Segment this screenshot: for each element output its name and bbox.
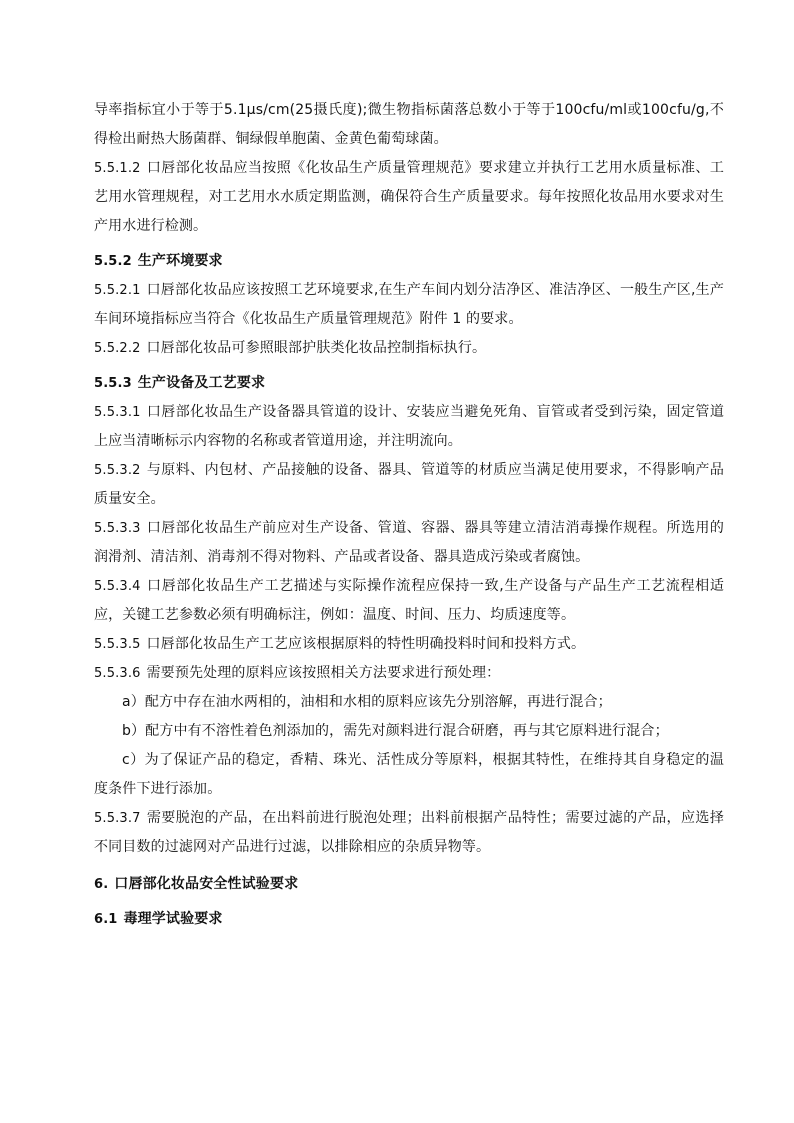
clause-5-5-2-2: [94, 334, 724, 363]
clause-number: 5.5.3.6: [94, 666, 141, 681]
section-number: 5.5.2: [94, 254, 132, 269]
clause-5-5-3-4: [94, 572, 724, 630]
clause-number: 5.5.2.2: [94, 341, 141, 356]
section-title: 毒理学试验要求: [123, 911, 223, 927]
clause-5-5-3-2: [94, 456, 724, 514]
clause-number: 5.5.3.1: [94, 405, 141, 420]
list-item-b: b）配方中有不溶性着色剂添加的，需先对颜料进行混合研磨，再与其它原料进行混合；: [122, 723, 669, 739]
clause-5-5-3-6: [94, 659, 724, 688]
section-number: 6.: [94, 877, 109, 892]
clause-5-5-1-2: [94, 154, 724, 241]
clause-text: 口唇部化妆品应该按照工艺环境要求,在生产车间内划分洁净区、准洁净区、一般生产区,生产车间环境指标应当符合《化妆品生产质量管理规范》附件 1 的要求。: [94, 282, 724, 327]
clause-number: 5.5.3.7: [94, 811, 141, 826]
section-title: 口唇部化妆品安全性试验要求: [114, 876, 299, 892]
clause-text: 口唇部化妆品可参照眼部护肤类化妆品控制指标执行。: [146, 340, 487, 356]
clause-number: 5.5.1.2: [94, 161, 141, 176]
clause-text: 口唇部化妆品生产设备器具管道的设计、安装应当避免死角、盲管或者受到污染，固定管道上应当清晰标示内容物的名称或者管道用途，并注明流向。: [94, 404, 724, 449]
clause-5-5-3-5: [94, 630, 724, 659]
list-item-c: c）为了保证产品的稳定，香精、珠光、活性成分等原料，根据其特性，在维持其自身稳定的温度条件下进行添加。: [94, 752, 724, 797]
section-number: 6.1: [94, 912, 118, 927]
clause-text: 口唇部化妆品生产工艺描述与实际操作流程应保持一致,生产设备与产品生产工艺流程相适应，关键工艺参数必须有明确标注，例如：温度、时间、压力、均质速度等。: [94, 578, 724, 623]
clause-5-5-3-1: [94, 398, 724, 456]
section-heading-6: [94, 870, 724, 899]
clause-number: 5.5.2.1: [94, 283, 141, 298]
clause-5-5-3-3: [94, 514, 724, 572]
clause-text: 需要预先处理的原料应该按照相关方法要求进行预处理：: [146, 665, 501, 681]
document-page: [94, 96, 724, 934]
clause-number: 5.5.3.2: [94, 463, 141, 478]
paragraph-intro: 导率指标宜小于等于5.1μs/cm(25摄氏度);微生物指标菌落总数小于等于100cfu/ml或100cfu/g,不得检出耐热大肠菌群、铜绿假单胞菌、金黄色葡萄球菌。: [94, 102, 724, 147]
section-number: 5.5.3: [94, 376, 132, 391]
clause-number: 5.5.3.4: [94, 579, 141, 594]
clause-text: 口唇部化妆品生产工艺应该根据原料的特性明确投料时间和投料方式。: [146, 636, 586, 652]
clause-5-5-2-1: [94, 276, 724, 334]
section-title: 生产环境要求: [137, 253, 223, 269]
section-heading-6-1: [94, 905, 724, 934]
section-heading-5-5-2: [94, 247, 724, 276]
clause-number: 5.5.3.5: [94, 637, 141, 652]
clause-number: 5.5.3.3: [94, 521, 141, 536]
clause-text: 口唇部化妆品生产前应对生产设备、管道、容器、器具等建立清洁消毒操作规程。所选用的润滑剂、清洁剂、消毒剂不得对物料、产品或者设备、器具造成污染或者腐蚀。: [94, 520, 724, 565]
clause-text: 口唇部化妆品应当按照《化妆品生产质量管理规范》要求建立并执行工艺用水质量标准、工艺用水管理规程，对工艺用水水质定期监测，确保符合生产质量要求。每年按照化妆品用水要求对生产用水进行检测。: [94, 160, 724, 234]
clause-text: 需要脱泡的产品，在出料前进行脱泡处理；出料前根据产品特性；需要过滤的产品，应选择不同目数的过滤网对产品进行过滤，以排除相应的杂质异物等。: [94, 810, 724, 855]
section-title: 生产设备及工艺要求: [137, 375, 266, 391]
clause-text: 与原料、内包材、产品接触的设备、器具、管道等的材质应当满足使用要求，不得影响产品质量安全。: [94, 462, 724, 507]
section-heading-5-5-3: [94, 369, 724, 398]
clause-5-5-3-7: [94, 804, 724, 862]
list-item-a: a）配方中存在油水两相的，油相和水相的原料应该先分别溶解，再进行混合；: [122, 694, 612, 710]
